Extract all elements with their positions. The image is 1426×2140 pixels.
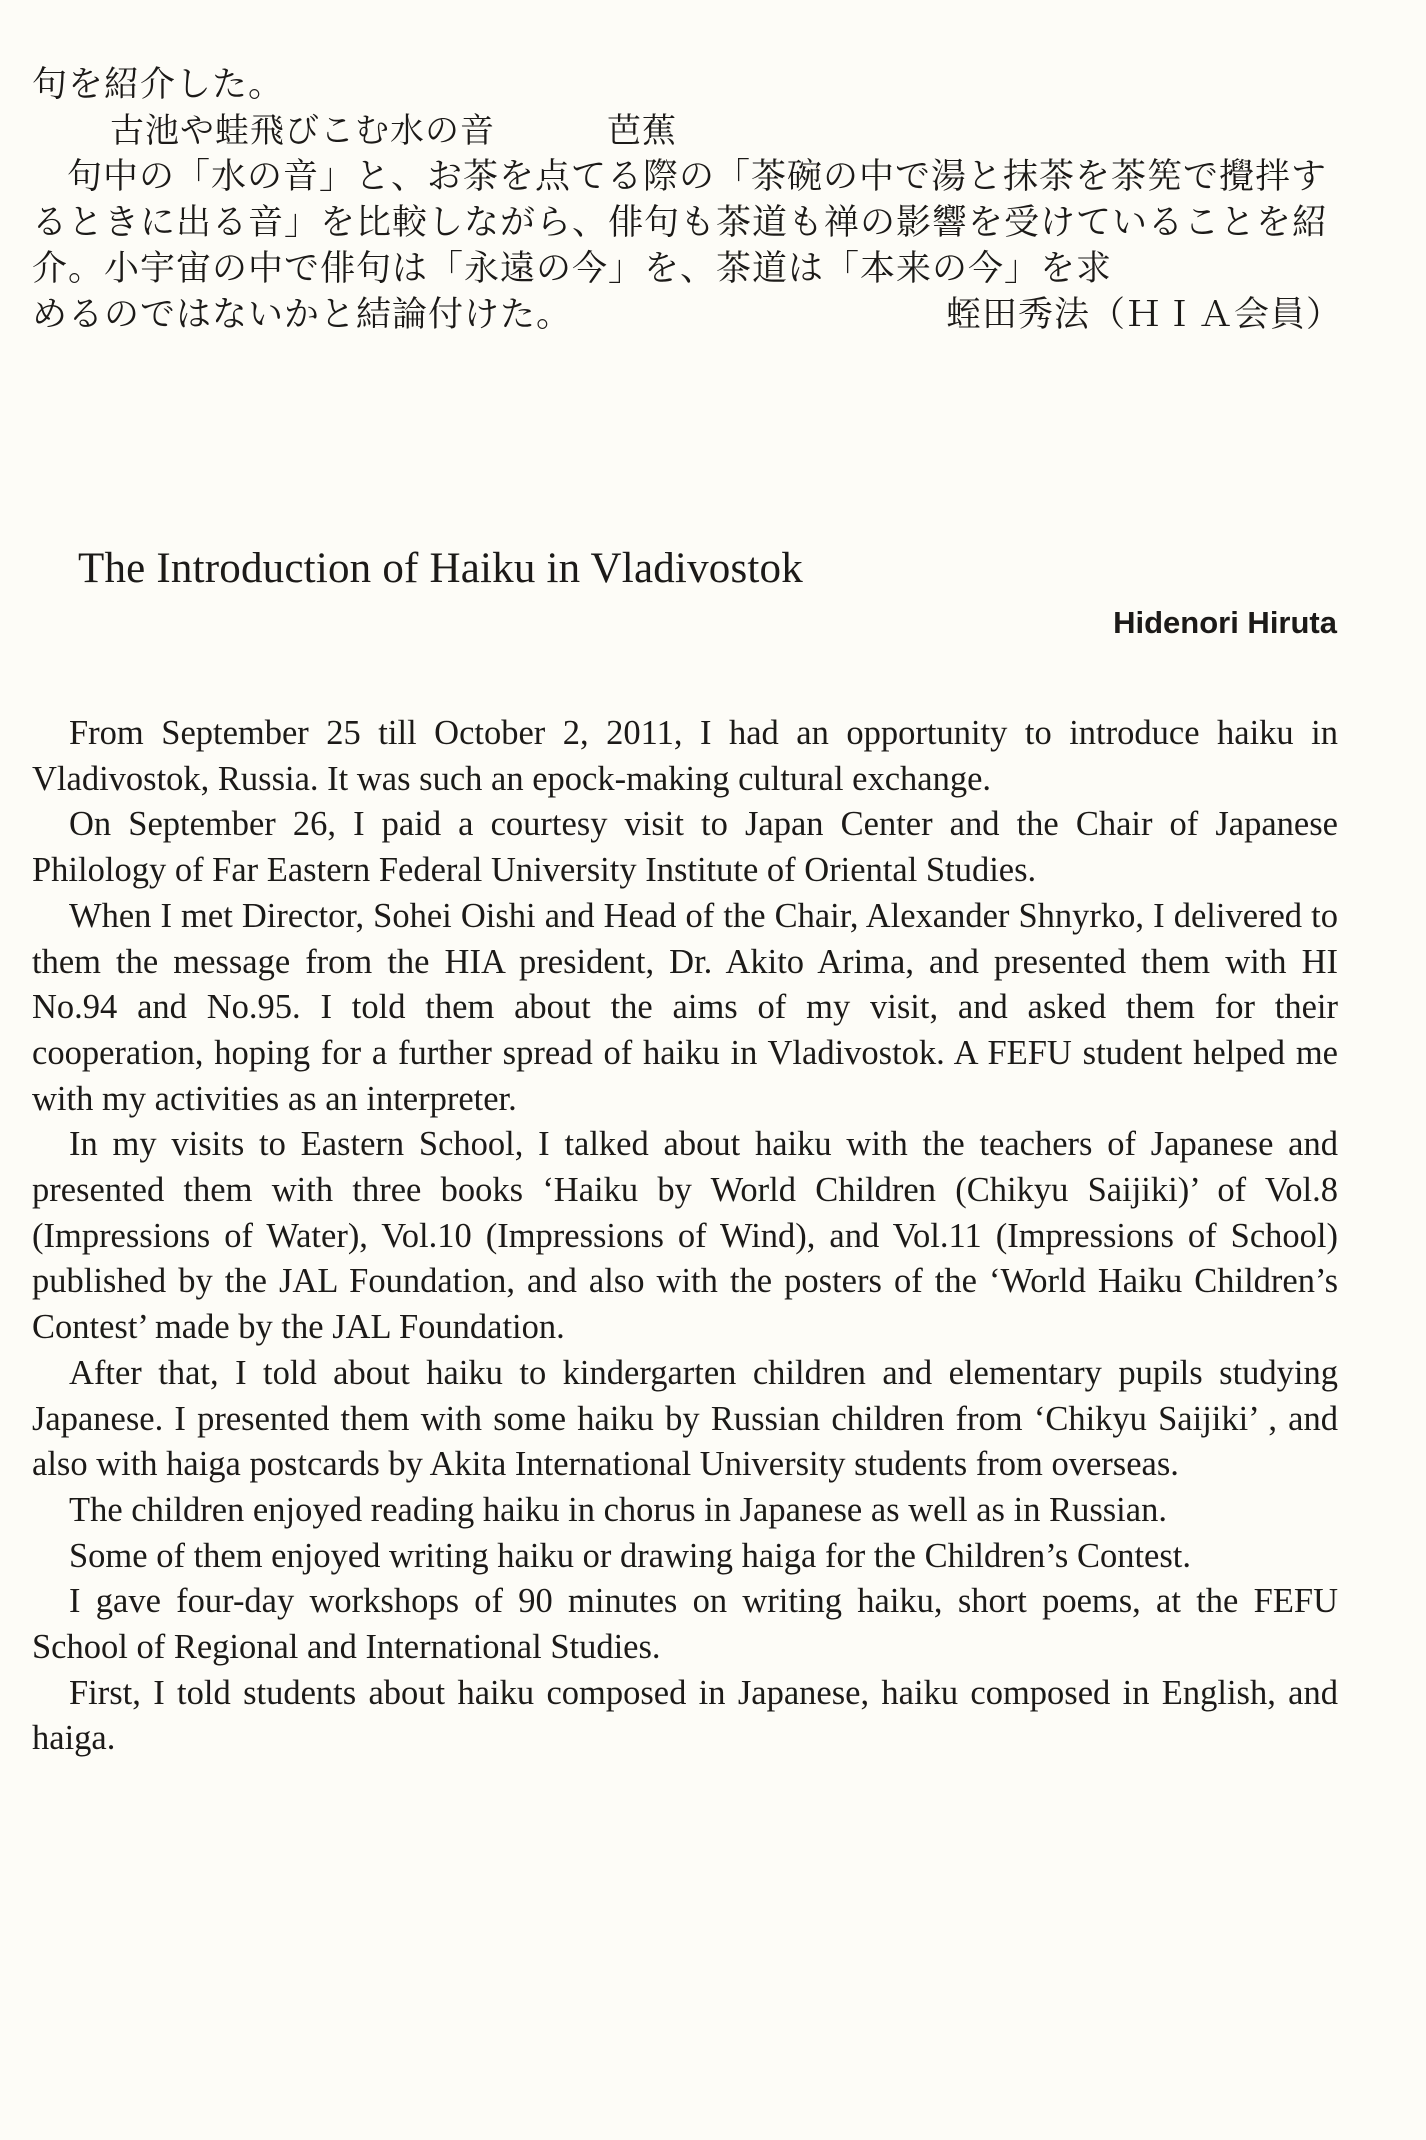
article-paragraph: When I met Director, Sohei Oishi and Head of the Chair, Alexander Shnyrko, I delivered to them the message from the HIA president, Dr. Akito Arima, and presented them with HI No.94 and No.95. I told them about the aims of my visit, and asked them for their cooperation, hoping for a further spread of haiku in Vladivostok. A FEFU student helped me with my activities as an interpreter. [32,896,1338,1118]
japanese-paragraph-end: めるのではないかと結論付けた。 [32,295,573,335]
article-paragraph: I gave four-day workshops of 90 minutes on writing haiku, short poems, at the FEFU School of Regional and International Studies. [32,1582,1338,1667]
article-author: Hidenori Hiruta [1113,605,1337,640]
article-paragraph: In my visits to Eastern School, I talked about haiku with the teachers of Japanese and presented them with three books ‘Haiku by World Children (Chikyu Saijiki)’ of Vol.8 (Impressions of Water), Vol.10 (Impressions of Wind), and Vol.11 (Impressions of School) published by the JAL Foundation, and also with the posters of the ‘World Haiku Children’s Contest’ made by the JAL Foundation. [32,1125,1338,1347]
japanese-section [32,62,1342,338]
article-paragraph: First, I told students about haiku composed in Japanese, haiku composed in English, and haiga. [32,1673,1338,1758]
article-paragraph: After that, I told about haiku to kindergarten children and elementary pupils studying Japanese. I presented them with some haiku by Russian children from ‘Chikyu Saijiki’ , and also with haiga postcards by Akita International University students from overseas. [32,1353,1338,1484]
haiku-poet: 芭蕉 [607,111,677,151]
japanese-closing-line [32,292,1342,338]
japanese-signature: 蛭田秀法（ＨＩＡ会員） [945,295,1342,335]
article-paragraph: The children enjoyed reading haiku in chorus in Japanese as well as in Russian. [69,1490,1167,1529]
japanese-paragraph: 句中の「水の音」と、お茶を点てる際の「茶碗の中で湯と抹茶を茶筅で攪拌するときに出る音」を比較しながら、俳句も茶道も禅の影響を受けていることを紹介。小宇宙の中で俳句は「永遠の今」を、茶道は「本来の今」を求 [32,157,1329,289]
haiku-quote [32,108,1342,154]
article-body [32,711,1338,1762]
article-title: The Introduction of Haiku in Vladivostok [78,545,803,592]
article-paragraph: On September 26, I paid a courtesy visit to Japan Center and the Chair of Japanese Philology of Far Eastern Federal University Institute of Oriental Studies. [32,805,1338,890]
haiku-text: 古池や蛙飛びこむ水の音 [110,111,495,151]
article-paragraph: Some of them enjoyed writing haiku or drawing haiga for the Children’s Contest. [69,1536,1191,1575]
article-paragraph: From September 25 till October 2, 2011, I had an opportunity to introduce haiku in Vladivostok, Russia. It was such an epock-making cultural exchange. [32,714,1338,798]
japanese-intro-line: 句を紹介した。 [32,65,285,105]
